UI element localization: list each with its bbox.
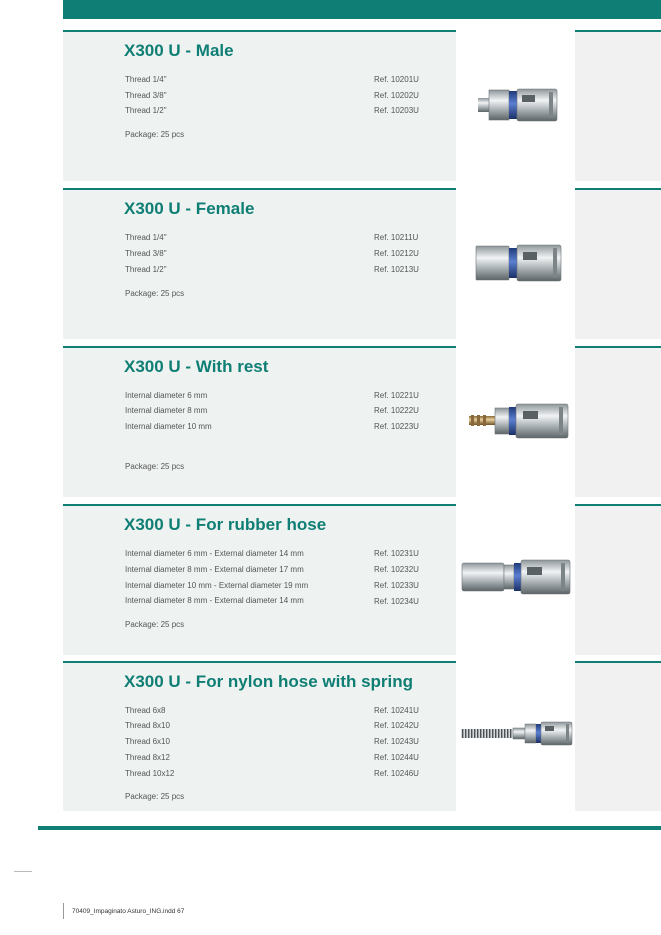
spec-reference: Ref. 10232U: [374, 565, 419, 574]
package-info: Package: 25 pcs: [125, 130, 185, 139]
spec-description: Thread 10x12: [125, 769, 175, 778]
product-title: X300 U - For nylon hose with spring: [124, 672, 414, 691]
side-panel: [575, 188, 661, 339]
spec-description: Internal diameter 6 mm - External diameter 14 mm: [125, 549, 304, 558]
spec-reference: Ref. 10231U: [374, 549, 419, 558]
product-title: X300 U - Male: [124, 41, 234, 60]
spec-reference: Ref. 10222U: [374, 406, 419, 415]
spec-description: Internal diameter 10 mm - External diameter 19 mm: [125, 581, 309, 590]
spec-description: Internal diameter 8 mm: [125, 406, 208, 415]
spec-reference: Ref. 10212U: [374, 249, 419, 258]
file-slug: 70409_Impaginato Asturo_ING.indd 67: [72, 908, 185, 915]
spec-reference: Ref. 10246U: [374, 769, 419, 778]
spec-description: Thread 3/8": [125, 249, 167, 258]
package-info: Package: 25 pcs: [125, 792, 185, 801]
spec-reference: Ref. 10233U: [374, 581, 419, 590]
crop-mark: [14, 871, 32, 872]
spring-hose-coupler-icon: [456, 715, 575, 751]
spec-description: Thread 1/2": [125, 106, 167, 115]
product-panel-female: [63, 188, 456, 339]
rubber-hose-coupler-icon: [456, 552, 575, 602]
spec-description: Internal diameter 8 mm - External diameter 14 mm: [125, 596, 304, 605]
spec-reference: Ref. 10234U: [374, 597, 419, 606]
spec-reference: Ref. 10223U: [374, 422, 419, 431]
slug-marker: [63, 903, 64, 919]
spec-reference: Ref. 10221U: [374, 391, 419, 400]
spec-reference: Ref. 10203U: [374, 106, 419, 115]
side-panel: [575, 504, 661, 655]
spec-reference: Ref. 10244U: [374, 753, 419, 762]
female-coupler-icon: [456, 238, 575, 288]
product-title: X300 U - For rubber hose: [124, 515, 327, 534]
product-panel-nylon-hose: [63, 661, 456, 811]
product-title: X300 U - Female: [124, 199, 255, 218]
spec-description: Thread 6x8: [125, 706, 166, 715]
header-accent-bar: [63, 0, 661, 19]
side-panel: [575, 661, 661, 811]
spec-reference: Ref. 10243U: [374, 737, 419, 746]
product-panel-with-rest: [63, 346, 456, 497]
spec-reference: Ref. 10201U: [374, 75, 419, 84]
side-panel: [575, 346, 661, 497]
product-title: X300 U - With rest: [124, 357, 269, 376]
side-panel: [575, 30, 661, 181]
spec-description: Thread 8x10: [125, 721, 170, 730]
hose-barb-coupler-icon: [456, 396, 575, 446]
spec-reference: Ref. 10242U: [374, 721, 419, 730]
footer-accent-rule: [38, 826, 661, 830]
spec-description: Internal diameter 10 mm: [125, 422, 212, 431]
spec-description: Thread 1/2": [125, 265, 167, 274]
package-info: Package: 25 pcs: [125, 289, 185, 298]
package-info: Package: 25 pcs: [125, 462, 185, 471]
spec-reference: Ref. 10202U: [374, 91, 419, 100]
spec-description: Internal diameter 8 mm - External diameter 17 mm: [125, 565, 304, 574]
package-info: Package: 25 pcs: [125, 620, 185, 629]
spec-reference: Ref. 10241U: [374, 706, 419, 715]
spec-description: Thread 6x10: [125, 737, 170, 746]
spec-description: Internal diameter 6 mm: [125, 391, 208, 400]
spec-description: Thread 3/8": [125, 91, 167, 100]
product-panel-male: [63, 30, 456, 181]
spec-description: Thread 8x12: [125, 753, 170, 762]
spec-description: Thread 1/4": [125, 75, 167, 84]
product-panel-rubber-hose: [63, 504, 456, 655]
spec-description: Thread 1/4": [125, 233, 167, 242]
spec-reference: Ref. 10213U: [374, 265, 419, 274]
male-coupler-icon: [456, 80, 575, 130]
spec-reference: Ref. 10211U: [374, 233, 419, 242]
